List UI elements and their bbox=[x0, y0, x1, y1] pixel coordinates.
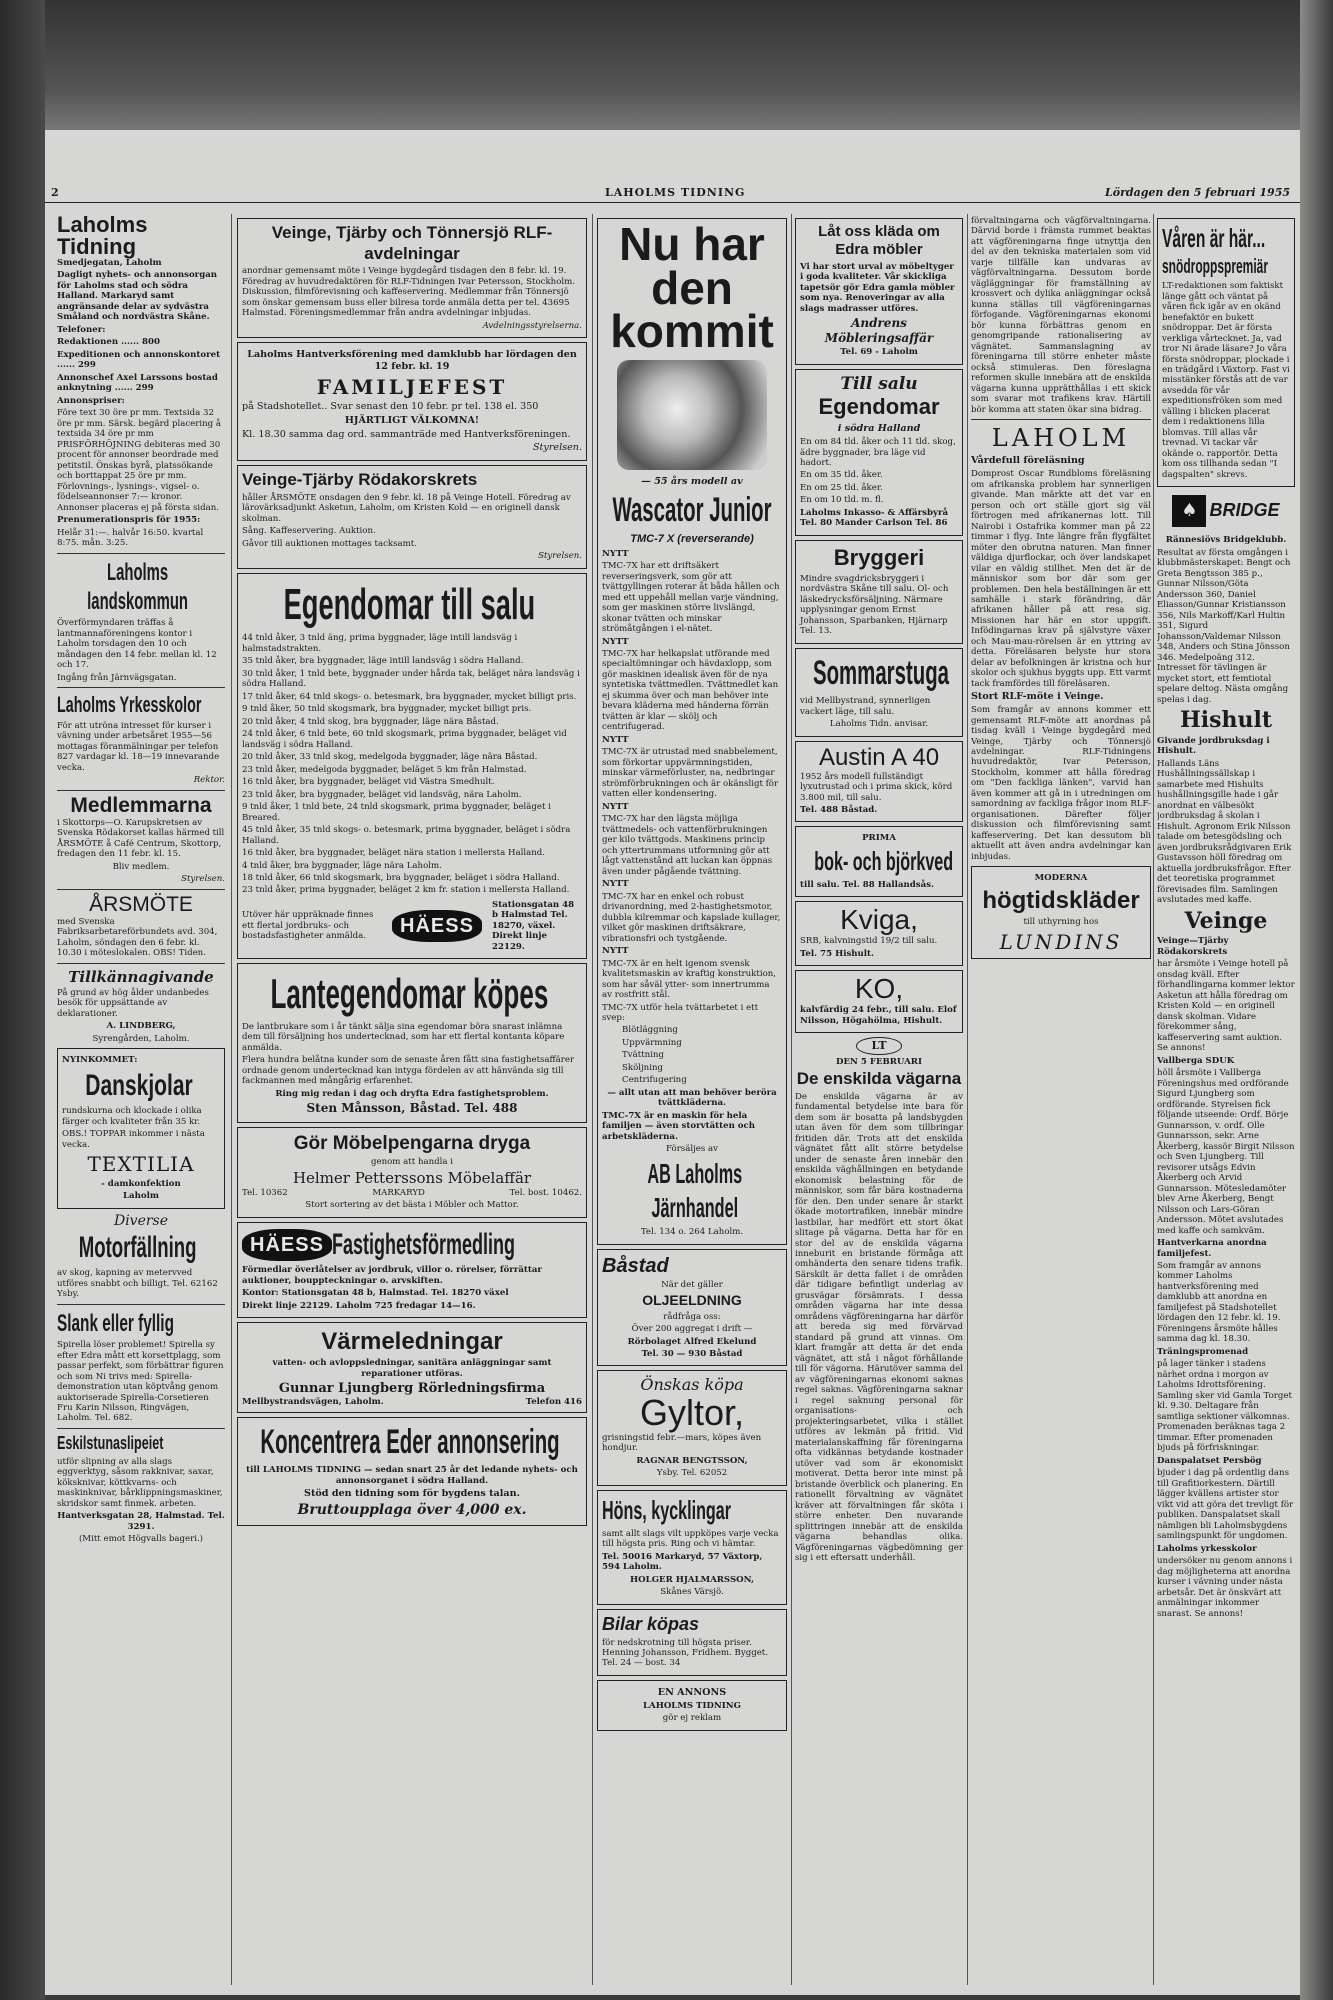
list-item: Uppvärmning bbox=[622, 1037, 682, 1048]
article-title-bridge: Rännesiövs Bridgeklubb. bbox=[1165, 535, 1287, 546]
list-item: 45 tnld åker, 35 tnld skogs- o. betesmark, prima byggnader, beläget i södra Halland. bbox=[242, 825, 571, 846]
list-item: En om 35 tld. åker. bbox=[800, 470, 883, 481]
ad-pre-prima: PRIMA bbox=[862, 833, 896, 844]
article-title-promenad: Träningspromenad bbox=[1157, 1346, 1249, 1357]
ad-varme bbox=[237, 1322, 587, 1413]
masthead-title: Laholms Tidning bbox=[57, 214, 148, 259]
ad-title-kommun: Laholms landskommun bbox=[87, 558, 189, 615]
ad-title-textilia: TEXTILIA bbox=[87, 1152, 195, 1177]
ad-pre-gyltor: Önskas köpa bbox=[640, 1375, 744, 1395]
ad-textilia bbox=[57, 1048, 225, 1208]
ad-title-hogtidsklader: högtidskläder bbox=[982, 886, 1140, 914]
ad-contacts-varme bbox=[242, 1397, 582, 1407]
ad-text-toppar: OBS.! TOPPAR inkommer i nästa vecka. bbox=[62, 1129, 205, 1150]
ad-tel-varme: Telefon 416 bbox=[525, 1397, 582, 1408]
bridge-title: BRIDGE bbox=[1209, 500, 1280, 521]
masthead-address: Smedjegatan, Laholm bbox=[57, 258, 162, 268]
ad-name-lundins: LUNDINS bbox=[999, 929, 1123, 954]
ad-text-gyltor: grisningstid febr.—mars, köpes även hondjur. bbox=[602, 1433, 762, 1454]
ad-text-rodakors2: Sång. Kaffeservering. Auktion. bbox=[242, 526, 376, 537]
ad-title-tillkannagivande: Tillkännagivande bbox=[68, 967, 214, 986]
ad-text-bastad5: Rörbolaget Alfred Ekelund bbox=[627, 1336, 757, 1347]
article-text-sduk: höll årsmöte i Vallberga Föreningshus med ordförande Sigurd Ljungberg som ordförande. Styrelsen fick följande utseende: Ordf. Börje Gunnarsson, v. ordf. Olle Gunnarsson, sekr. Arne Åkerberg, kassör Birgit Nilsson och Sven Ljungberg. Till revisorer utsågs Edvin Åkerberg och Arvid Gunnarsson. Mötesledamöter blev Arne Åkerberg, Bengt Nilsson och Lars-Göran Andersson. Mötet avslutades med kaffe och samkväm. bbox=[1157, 1068, 1295, 1236]
article-title-varen: Våren är här... bbox=[1162, 223, 1266, 253]
ad-title-egendomar-salu: Egendomar bbox=[818, 394, 940, 420]
ad-hela: TMC-7X är en maskin för hela familjen — även storvtätten och arbetskläderna. bbox=[602, 1110, 756, 1142]
article-title-forelasning: Vårdefull föreläsning bbox=[971, 455, 1085, 467]
ad-sig-kommun: Ingång från Järnvägsgatan. bbox=[57, 672, 177, 683]
ad-title-bastad: Båstad bbox=[602, 1254, 669, 1277]
lt-vignette bbox=[795, 1037, 963, 1067]
ad-title-ko: KO, bbox=[854, 973, 904, 1005]
ad-steps-end: — allt utan att man behöver beröra tvättkläderna. bbox=[607, 1087, 777, 1109]
ad-title-familjefest: FAMILJEFEST bbox=[316, 374, 508, 399]
ad-text-motorfallning: av skog, kapning av metervved utföres snabbt och billigt. Tel. 62162 Ysby. bbox=[57, 1268, 218, 1300]
ad-rlf bbox=[237, 218, 587, 338]
issue-date: Lördagen den 5 februari 1955 bbox=[1105, 186, 1290, 199]
list-item: Centrifugering bbox=[622, 1075, 687, 1086]
ad-sommarstuga bbox=[795, 648, 963, 737]
ad-text-arsmote: med Svenska Fabriksarbetareförbundets avd. 304, Laholm, söndagen den 6 febr. kl. 10.30 i möteslokalen. OBS! Tiden. bbox=[57, 916, 218, 959]
ad-title-gyltor: Gyltor, bbox=[639, 1392, 745, 1433]
ad-text-medlem: i Skottorps—O. Karupskretsen av Svenska Rödakorset kallas härmed till ÅRSMÖTE å Café Centrum, Skottorp, fredagen den 11 febr. kl. 15. bbox=[57, 817, 225, 860]
subscription-text: Helår 31:—. halvår 16:50. kvartal 8:75. mån. 3:25. bbox=[57, 527, 204, 549]
list-item: Blötläggning bbox=[622, 1025, 678, 1036]
ad-title-kviga: Kviga, bbox=[840, 904, 918, 936]
list-item: 44 tnld åker, 3 tnld äng, prima byggnader, läge intill landsväg i halmstadstrakten. bbox=[242, 633, 518, 654]
ad-text-klada-om: Vi har stort urval av möbeltyger i goda kvaliteter. Vår skickliga tapetsör gör Edra gamla möbler som nya. Renoveringar av alla slags madrasser utföres. bbox=[800, 261, 955, 314]
ad-note-egendomar: Utöver här uppräknade finnes ett flertal jordbruks- och bostadsfastigheter anmälda. bbox=[242, 910, 374, 942]
ad-text-sommarstuga: vid Mellbystrand, synnerligen vackert läge, till salu. bbox=[800, 696, 931, 717]
ad-title-egendomar: Egendomar till salu bbox=[283, 579, 536, 629]
card-suit-icon: ♠ bbox=[1172, 495, 1206, 527]
haess-contact: Stationsgatan 48 b Halmstad Tel. 18270, växel. Direkt linje 22129. bbox=[492, 899, 575, 952]
list-item: TMC-7X har helkapslat utförande med specialtömningar och hävdaxlopp, som gör maskinen idealisk även för de nya syntetiska tvättmedlen. Tvättmedlet kan ej skumma över och man behöver inte bevara kläderna med händerna förrän tvätten är klar — skölj och centrifugerad. bbox=[602, 649, 779, 733]
ad-model: — 55 års modell av bbox=[641, 476, 743, 488]
divider bbox=[57, 790, 225, 791]
column-masthead bbox=[57, 214, 225, 1985]
ad-steps-intro: TMC-7X utför hela tvättarbetet i ett svep: bbox=[602, 1002, 759, 1023]
divider bbox=[57, 553, 225, 554]
paper-name: LAHOLMS TIDNING bbox=[605, 186, 746, 199]
ad-text-koncentrera3: Bruttoupplaga över 4,000 ex. bbox=[297, 1501, 527, 1518]
article-varen bbox=[1157, 218, 1295, 487]
ad-contacts-mobel bbox=[242, 1188, 582, 1198]
column-divider bbox=[967, 214, 968, 1985]
ad-text-ved: till salu. Tel. 88 Hallandsås. bbox=[800, 879, 935, 890]
ad-text-koncentrera: till LAHOLMS TIDNING — sedan snart 25 år det ledande nyhets- och annonsorganet i södra Halland. bbox=[246, 1465, 578, 1486]
ad-name-varme: Gunnar Ljungberg Rörledningsfirma bbox=[278, 1381, 546, 1397]
scan-background-right bbox=[1300, 0, 1333, 2000]
ad-text-varme: vatten- och avloppsledningar, sanitära anläggningar samt reparationer utföras. bbox=[272, 1358, 552, 1379]
ad-title-nuhar: Nu har den kommit bbox=[610, 218, 774, 358]
ad-sig-rodakors: Styrelsen. bbox=[538, 551, 582, 562]
ad-hons bbox=[597, 1490, 787, 1605]
section-title-veinge: Veinge bbox=[1184, 907, 1268, 934]
prices-text: Före text 30 öre pr mm. Textsida 32 öre pr mm. Särsk. begärd placering å textsida 34 öre pr mm PRISFÖRHÖJNING debiteras med 30 procent för annonser beordrade med petitstil. Önskas byrå, platssökande och borttappat 25 öre pr mm. Förlovnings-, lysnings-, vigsel- o. födelseannonser 7:— kronor. Annonser placeras ej på första sidan. bbox=[57, 408, 221, 513]
fastighet-title-row bbox=[242, 1227, 582, 1264]
ad-sig-gyltor2: Ysby. Tel. 62052 bbox=[656, 1468, 728, 1479]
ad-title-medlem: Medlemmarna bbox=[70, 793, 212, 817]
list-item: TMC-7X har ett driftsäkert reverseringsverk, som gör att tvättgyllingen roterar åt båda hållen och med ett uppehåll mellan varje vändning, som ger maskinen större livslängd, skonar tvätten och minskar strömåtgången i el-nätet. bbox=[602, 561, 780, 635]
list-item: En om 25 tld. åker. bbox=[800, 482, 883, 493]
haess-logo: HÄESS bbox=[242, 1229, 332, 1261]
ad-address-eskilstuna: Hantverksgatan 28, Halmstad. Tel. 3291. bbox=[57, 1511, 225, 1532]
article-text-yrkesskolor: undersöker nu genom annons i dag möjligheterna att anordna kurser i vävning under nästa arbetsår. Det är önskvärt att anmälningar inkommer snarast. Se annons! bbox=[1157, 1556, 1293, 1619]
divider bbox=[57, 889, 225, 890]
ad-title-austin: Austin A 40 bbox=[818, 743, 940, 771]
newspaper-page bbox=[45, 130, 1300, 1995]
ad-title-bilar: Bilar köpas bbox=[602, 1613, 700, 1634]
ad-name-andrens: Andrens Möbleringsaffär bbox=[824, 316, 934, 345]
list-item: 20 tnld åker, 33 tnld skog, medelgoda byggnader, läge nära Båstad. bbox=[242, 752, 538, 763]
divider bbox=[57, 1428, 225, 1429]
phone-ads: Annonschef Axel Larssons bostad anknytning ...... 299 bbox=[57, 372, 218, 394]
article-text-hantverkare: Som framgår av annons kommer Laholms hantverksförening med damklubb att anordna en familjefest på Stadshotellet lördagen den 12 febr. kl. 19. Föreningens årsmöte hålles samma dag kl. 18.30. bbox=[1157, 1261, 1281, 1345]
scan-background-left bbox=[0, 0, 45, 2000]
list-item: 9 tnld åker, 50 tnld skogsmark, bra byggnader, mycket billigt pris. bbox=[242, 704, 532, 715]
ad-town-textilia: Laholm bbox=[123, 1191, 159, 1202]
ad-address-fastighet: Kontor: Stationsgatan 48 b, Halmstad. Tel. 18270 växel bbox=[242, 1288, 509, 1299]
ad-sig-hons1: HOLGER HJALMARSSON, bbox=[630, 1574, 754, 1585]
article-title-vagar: De enskilda vägarna bbox=[796, 1069, 962, 1088]
ad-sig-hons2: Skånes Värsjö. bbox=[660, 1587, 724, 1598]
article-title-hantverkare: Hantverkarna anordna familjefest. bbox=[1157, 1238, 1267, 1259]
ad-text-hons: samt allt slags vilt uppköpes varje vecka till högsta pris. Ring och vi hämtar. bbox=[602, 1528, 779, 1550]
nytt-label: NYTT bbox=[602, 548, 629, 559]
article-text-bridge: Resultat av första omgången i klubbmästerskapet: Bengt och Greta Bengtsson 385 p., Gunnar Nilsson/Göta Andersson 360, Daniel Eliasson/Gunnar Kristiansson 356, Nils Markoff/Karl Hultin 351, Sigurd Johansson/Valdemar Nilsson 348, Anders och Stina Jönsson 346. Medelpoäng 312. Intresset för tävlingen är mycket stort, ett femtiotal spelare deltog. Nästa omgång spelas i dag. bbox=[1157, 547, 1291, 705]
ad-text-bilar: för nedskrotning till högsta priser. Henning Johansson, Fridhem. Bygget. Tel. 24 — bost. 34 bbox=[602, 1637, 768, 1669]
ad-en-annons bbox=[597, 1680, 787, 1731]
divider bbox=[971, 419, 1151, 420]
ad-bryggeri bbox=[795, 540, 963, 644]
phone-editorial: Redaktionen ...... 800 bbox=[57, 337, 160, 348]
ad-title-mobel: Gör Möbelpengarna dryga bbox=[293, 1132, 531, 1154]
ad-title-jarnhandel: AB Laholms Järnhandel bbox=[647, 1157, 743, 1223]
nytt-label: NYTT bbox=[602, 879, 629, 890]
ad-egendomar bbox=[237, 573, 587, 960]
ad-tel-mobel: Tel. 10362 bbox=[242, 1187, 288, 1198]
ad-text-koncentrera2: Stöd den tidning som för bygdens talan. bbox=[304, 1488, 520, 1500]
ad-text-bastad1: När det gäller bbox=[661, 1279, 723, 1290]
ad-koncentrera bbox=[237, 1417, 587, 1526]
ad-sig-syrengarden: Syrengården, Laholm. bbox=[92, 1033, 190, 1044]
ad-ko bbox=[795, 970, 963, 1033]
ad-sig-austin: Tel. 488 Båstad. bbox=[800, 805, 878, 815]
ad-text-slank: Spirella löser problemet! Spirella sy efter Edra mått ett korsettplagg, som passar perfekt, som förbättrar figuren och som Ni trivs med: Spirella-demonstration utan köptvång genom auktoriserade Spirella-Corsetieren Fru Karin Nilsson, Ringvägen, Laholm. Tel. 682. bbox=[57, 1340, 224, 1424]
ad-pre-diverse: Diverse bbox=[113, 1212, 169, 1229]
ad-text-rlf: anordnar gemensamt möte i Veinge bygdegård tisdagen den 8 febr. kl. 19. Föredrag av huvudredaktören för RLF-Tidningen Ivar Petersson, Stockholm. Diskussion, filmförevisning och kaffeservering. Medlemmar från Tönnersjö som önskar gemensam buss eller bilresa torde anmäla detta per tel. 43695 Halmstad. Föreningsmedlemmar från andra avdelningar inbjudas. bbox=[242, 266, 576, 319]
ad-title-fastighet: Fastighetsförmedling bbox=[331, 1227, 515, 1261]
ad-title-ved: bok- och björkved bbox=[814, 845, 954, 876]
list-item: 9 tnld åker, 1 tnld bete, 24 tnld skogsmark, prima byggnader, beläget i Breared. bbox=[242, 802, 551, 823]
article-text-promenad: på lager tänker i stadens närhet ordna i morgon av Laholms Idrottsförening. Samling sker vid Gamla Torget kl. 9.30. Deltagare från samtliga sektioner välkomnas. Promenaden beräknas taga 2 timmar. Efter promenaden bjuds på förfriskningar. bbox=[1157, 1359, 1292, 1454]
article-text-varen: LT-redaktionen som faktiskt länge gått och väntat på våren fick igår av en okänd benefaktör en bukett snödroppar. Det är första verkliga vårtecknet. Ja, vad tror Ni ärade läsare? Jo våra första snödroppar, plockade i en trädgård i Växtorp. Fast vi misstänker förstås att de var avsedda för vår expeditionsfröken som med välling i blicken placerat dem i redaktionens lilla blomvas. Till allas vår trevnad. Vi tackar vår okände o. rapportör. Detta kom oss tillhanda sedan "I dagspalten" skrevs. bbox=[1162, 281, 1290, 480]
ad-pre-till-salu: Till salu bbox=[840, 373, 918, 394]
list-item: 18 tnld åker, 66 tnld skogsmark, bra byggnader, beläget i södra Halland. bbox=[242, 872, 560, 883]
ad-wascator bbox=[597, 218, 787, 1245]
ad-welcome-familjefest: HJÄRTLIGT VÄLKOMNA! bbox=[344, 414, 480, 426]
article-title-rlf: Stort RLF-möte i Veinge. bbox=[971, 691, 1104, 703]
ad-title-yrkes: Laholms Yrkesskolor bbox=[57, 692, 202, 718]
ad-sig-medlem: Styrelsen. bbox=[181, 874, 225, 885]
article-title-yrkesskolor: Laholms yrkesskolor bbox=[1157, 1543, 1257, 1554]
ad-title-rlf: Veinge, Tjärby och Tönnersjö RLF-avdelningar bbox=[271, 223, 553, 263]
ad-title-wascator: Wascator Junior bbox=[612, 490, 772, 529]
ad-text-bastad3: rådfråga oss: bbox=[663, 1311, 721, 1322]
ad-text-bastad4: Över 200 aggregat i drift — bbox=[631, 1324, 753, 1335]
bridge-vignette bbox=[1157, 495, 1295, 527]
article-text-rlf: Som framgår av annons kommer ett gemensamt RLF-möte att anordnas på tisdag kväll i Veinge bygdegård med Veinge, Tjärby och Tönnersjö avdelningar. RLF-Tidningens huvudredaktör, Ivar Petersson, Stockholm, kommer att hålla föredrag om "Den fackliga länken", varvid han även kommer att gå in i utredningen om samordning av fackliga frågor inom RLF-organisationen. Därefter följer diskussion och filmförevisning samt kaffeservering. Det kan dessutom bli aktuellt att även andra avdelningar kan inbjudas. bbox=[971, 705, 1151, 862]
ad-gyltor bbox=[597, 1370, 787, 1485]
list-item: Tvättning bbox=[622, 1050, 664, 1061]
ad-text-rodakors3: Gåvor till auktionen mottages tacksamt. bbox=[242, 538, 417, 549]
ad-sig-gyltor1: RAGNAR BENGTSSON, bbox=[636, 1455, 748, 1466]
list-item: 35 tnld åker, bra byggnader, läge intill landsväg i södra Halland. bbox=[242, 656, 524, 667]
lt-logo: LT bbox=[856, 1037, 901, 1054]
divider bbox=[57, 1304, 225, 1305]
article-title-veinge: Veinge—Tjärby Rödakorskrets bbox=[1157, 936, 1229, 957]
column-divider bbox=[592, 214, 593, 1985]
list-item: TMC-7X är en helt igenom svensk kvalitetsmaskin av kraftig konstruktion, som har såväl ytter- som innertrumma av rostfritt stål. bbox=[602, 958, 777, 1001]
page-header bbox=[45, 186, 1300, 203]
ad-sub-egendomar-salu: i södra Halland bbox=[837, 423, 921, 435]
prices-heading: Annonspriser: bbox=[57, 395, 125, 406]
page-number: 2 bbox=[51, 186, 59, 199]
ad-text-bastad6: Tel. 30 — 930 Båstad bbox=[641, 1349, 743, 1359]
article-text-veinge: har årsmöte i Veinge hotell på onsdag kväll. Efter förhandlingarna kommer lektor Asketun att hålla föredrag om Kristen Kold — en originell dansk skolman. Vidare förekommer sång, kaffeservering samt auktion. Se annons! bbox=[1157, 959, 1295, 1054]
article-text-dans: bjuder i dag på ordentlig dans till Grafitiorkestern. Därtill lägger kvällens artister stor vikt vid att göra det trevligt för publiken. Danspalatset skall nämligen bli Laholmsbygdens samlingspunkt för ungdomen. bbox=[1157, 1468, 1294, 1542]
ad-text-tillkannagivande: På grund av hög ålder undanbedes besök för uppsättande av deklarationer. bbox=[57, 987, 209, 1019]
ad-sig-inkasso: Laholms Inkasso- & Affärsbyrå Tel. 80 Mander Carlson Tel. 86 bbox=[800, 507, 949, 529]
ad-text-familjefest: på Stadshotellet.. Svar senast den 10 febr. pr tel. 138 el. 350 bbox=[242, 401, 539, 413]
column-divider bbox=[791, 214, 792, 1985]
list-item: 17 tnld åker, 64 tnld skogs- o. betesmark, bra byggnader, mycket billigt pris. bbox=[242, 691, 577, 702]
list-item: 4 tnld åker, bra byggnader, läge nära Laholm. bbox=[242, 860, 442, 871]
ad-name-mobel: Helmer Petterssons Möbelaffär bbox=[292, 1169, 532, 1188]
ad-note-familjefest: Kl. 18.30 samma dag ord. sammanträde med Hantverksföreningen. bbox=[242, 428, 571, 440]
ad-sub-textilia: - damkonfektion bbox=[101, 1178, 181, 1189]
list-item: En om 10 tld. m. fl. bbox=[800, 495, 884, 506]
ad-title-rodakors: Veinge-Tjärby Rödakorskrets bbox=[242, 469, 478, 489]
ad-text-kviga: SRB, kalvningstid 19/2 till salu. bbox=[800, 936, 938, 947]
ad-sig-yrkes: Rektor. bbox=[193, 775, 225, 786]
ad-hours-fastighet: Direkt linje 22129. Laholm 725 fredagar 14—16. bbox=[242, 1300, 476, 1311]
list-item: TMC-7X har en enkel och robust drivanordning, med 2-hastighetsmotor, dubbla kilremmar och kapslade kullager, vilket gör maskinen driftsäkrare, vibrationsfri och tystgående. bbox=[602, 891, 781, 944]
ad-sig-kviga: Tel. 75 Hishult. bbox=[800, 948, 875, 959]
list-item: 20 tnld åker, 4 tnld skog, bra byggnader, läge nära Båstad. bbox=[242, 716, 499, 727]
ad-text-mobel2: Stort sortering av det bästa i Möbler och Mattor. bbox=[305, 1200, 519, 1211]
article-title-dans: Danspalatset Persbög bbox=[1157, 1455, 1262, 1466]
ad-text-lantegendomar: De lantbrukare som i år tänkt sälja sina egendomar böra snarast inlämna dem till försäljning hos undertecknad, som har ett flertal kontanta köpare anmälda. bbox=[242, 1021, 565, 1053]
ad-title-lantegendomar: Lantegendomar köpes bbox=[270, 970, 549, 1018]
ad-tel2-mobel: Tel. bost. 10462. bbox=[509, 1187, 582, 1198]
ad-intro-familjefest: Laholms Hantverksförening med damklubb har lördagen den 12 febr. kl. 19 bbox=[247, 349, 577, 373]
ad-text-en-annons: gör ej reklam bbox=[662, 1713, 722, 1724]
nytt-label: NYTT bbox=[602, 636, 629, 647]
scan-background-top bbox=[0, 0, 1333, 130]
ad-rodakors bbox=[237, 465, 587, 569]
ad-text-austin: 1952 års modell fullständigt lyxutrustad och i prima skick, körd 3.800 mil, till salu. bbox=[800, 771, 953, 803]
ad-sig-lantegendomar: Sten Månsson, Båstad. Tel. 488 bbox=[306, 1101, 518, 1115]
column-divider bbox=[1153, 214, 1154, 1985]
column-local bbox=[1157, 214, 1295, 1985]
ad-pre-moderna: MODERNA bbox=[1034, 873, 1088, 884]
list-item: 16 tnld åker, bra byggnader, beläget vid Västra Smedhult. bbox=[242, 777, 495, 788]
ad-text-bryggeri: Mindre svagdricksbryggeri i nordvästra Skåne till salu. Ol- och läskedrycksförsäljning. Närmare upplysningar genom Ernst Johansson, Sparbanken, Hjärnarp Tel. 13. bbox=[800, 573, 949, 637]
column-ads-a bbox=[237, 214, 587, 1985]
ad-bilar bbox=[597, 1609, 787, 1676]
ad-sig-sommarstuga: Laholms Tidn. anvisar. bbox=[829, 719, 929, 730]
ad-title-arsmote: ÅRSMÖTE bbox=[89, 892, 193, 916]
ad-sig-rlf: Avdelningsstyrelserna. bbox=[482, 320, 582, 331]
column-divider bbox=[231, 214, 232, 1985]
haess-logo: HÄESS bbox=[392, 910, 482, 942]
haess-row bbox=[242, 898, 582, 954]
ad-lantegendomar bbox=[237, 963, 587, 1122]
list-item: 16 tnld åker, bra byggnader, beläget nära station i mellersta Halland. bbox=[242, 848, 545, 859]
article-text-vagar: De enskilda vägarna är av fundamental betydelse inte bara för dem som är bosatta på landsbygden utan även för dem som tillbringar fritiden där. Trots att det enskilda vägnätet fått allt större betydelse under de senaste åren innebär den enskilda väghållningen en betydande ekonomisk belastning för de människor, som får bära kostnaderna för den. Den under senare år starkt ökade motortrafiken, innebär mindre lastbilar, har medfört ett stort ökat slitage på vägarna. Detta har för en stor del av de enskilda vägarna inneburit en bristande förmåga att omhänderta den senare tidens trafik. Särskilt är detta fallet i de områden där tidigare befintligt underlag av grusvägar försämrats. I dessa områden vägarna har inte dessa områdens vägföreningarna har därför att bereda sig med förvärvad standard på grund att vinnas. Om klart framgår att detta är det enda vägnätet, att stå i något förhållande till för vägorna. Härutöver samma del av vägföreningarnas ekonomi saknas regel saknas. Vägföreningarna saknar i regel saknung personal för organisations- och projekteringsarbetet, vilka i stället utföres av lekmän på fritid. Vid materialanskaffning får föreningarna ofta vidkännas betydande kostnader utöver vad som är ekonomiskt motiverat. Detta beror inte minst på bristande överblick och planering. En rationellt förvaltning av vägnätet kräver att förvaltningen får sköta i större enheter. Den nuvarande splittringen innebär att de enskilda vägarna behandlas olika. Vägföreningarnas vägbedömning ger sig i ett eftersatt underhåll. bbox=[795, 1091, 963, 1564]
list-item: 23 tnld åker, bra byggnader, beläget vid landsväg, nära Laholm. bbox=[242, 789, 522, 800]
ad-text-fastighet: Förmedlar överlåtelser av jordbruk, villor o. rörelser, förrättar auktioner, bouppteckningar o. arvskiften. bbox=[242, 1265, 542, 1286]
ad-text-medlem2: Bliv medlem. bbox=[112, 861, 170, 872]
list-item: 23 tnld åker, medelgoda byggnader, beläget 5 km från Halmstad. bbox=[242, 764, 527, 775]
ad-salj: Försäljes av bbox=[666, 1144, 718, 1155]
ad-title-eskilstuna: Eskilstunaslipeiet bbox=[57, 1432, 164, 1453]
nytt-label: NYTT bbox=[602, 734, 629, 745]
ad-title-koncentrera: Koncentrera Eder annonsering bbox=[260, 1422, 560, 1461]
ad-lundins bbox=[971, 866, 1151, 959]
section-title-laholm: LAHOLM bbox=[991, 424, 1131, 453]
ad-egendomar-salu bbox=[795, 369, 963, 536]
ad-title-motorfallning: Motorfällning bbox=[78, 1230, 197, 1264]
ad-title-danskjolar: Danskjolar bbox=[85, 1068, 193, 1102]
ad-note-eskilstuna: (Mitt emot Högvalls bageri.) bbox=[78, 1534, 204, 1545]
washing-machine-image bbox=[617, 360, 767, 470]
masthead-intro: Dagligt nyhets- och annonsorgan för Laholms stad och södra Halland. Markaryd samt angränsande delar av sydvästra Småland och nordvästra Skåne. bbox=[57, 270, 218, 323]
ad-title-klada-om: Låt oss kläda om Edra möbler bbox=[818, 223, 940, 259]
ad-tel-andrens: Tel. 69 - Laholm bbox=[840, 347, 918, 358]
ad-tel-hons: Tel. 50016 Markaryd, 57 Växtorp, 594 Laholm. bbox=[602, 1551, 763, 1573]
article-title-sduk: Vallberga SDUK bbox=[1157, 1055, 1235, 1066]
column-ads-c bbox=[795, 214, 963, 1985]
ad-place-mobel: MARKARYD bbox=[372, 1187, 425, 1198]
ad-kviga bbox=[795, 901, 963, 966]
list-item: 23 tnld åker, prima byggnader, beläget 2 km fr. station i mellersta Halland. bbox=[242, 885, 570, 896]
ad-text-ko: kalvfärdig 24 febr., till salu. Elof Nilsson, Högahölma, Hishult. bbox=[800, 1005, 957, 1026]
ad-sig-familjefest: Styrelsen. bbox=[532, 442, 582, 454]
list-item: En om 84 tld. åker och 11 tld. skog, ädre byggnader, bra läge vid hadort. bbox=[800, 437, 956, 468]
ad-text-danskjolar: rundskurna och klockade i olika färger och kvaliteter från 35 kr. bbox=[62, 1106, 202, 1127]
column-ads-b bbox=[597, 214, 787, 1985]
ad-pre-nyinkommet: NYINKOMMET: bbox=[62, 1055, 138, 1066]
ad-text-yrkes: För att utröna intresset för kurser i vävning under arbetsåret 1955—56 mottagas föranmälningar per telefon 827 vardagar kl. 18—19 innevarande vecka. bbox=[57, 720, 220, 773]
ad-text-eskilstuna: utför slipning av alla slags eggverktyg, såsom rakknivar, saxar, köksknivar, köttkvarns- och maskinknivar, bårklippningsmaskiner, skridskor samt finmek. arbeten. bbox=[57, 1456, 223, 1509]
list-item: TMC-7X har den lägsta möjliga tvättmedels- och vattenförbrukningen ger kilo tvättgods. Maskinens princip och yttertrummans utformning gör att lågt vattenstånd att luckan kan öppnas även under pågående tvättning. bbox=[602, 814, 773, 877]
article-text-forelasning: Domprost Oscar Rundbloms föreläsning om afrikanska problem har synnerligen givande. Man märkte att det var en person och ort ställe gjort sig väl förtrogen med afrikanernas lott. Till Nairobi i Ostafrika kommer man på 22 timmar i flyg. Inte längre från flygfältet möter den obrutna naturen. Man finner väldiga djurflockar, och över landskapet vilar en väldig stillhet. Men det är de människor som bor där som ger problemen. Den hela beställningen är ett samhälle i stark förändring, där afrikanen håller på att resa sig. Missionen har här en stor uppgift. Infödingarnas krav på självstyre växer och Mau-mau-rörelsen är en yttring av detta. Föreläsaren belyste hur stora delar av befolkningen är kristna och hur skolor och sjukhus byggts upp. Ett varmt tack framfördes till föreläsaren. bbox=[971, 469, 1151, 689]
lt-date: DEN 5 FEBRUARI bbox=[836, 1056, 922, 1067]
column-news bbox=[971, 214, 1151, 1985]
divider bbox=[57, 687, 225, 688]
ad-mobel bbox=[237, 1127, 587, 1218]
list-item: Sköljning bbox=[622, 1062, 664, 1073]
ad-title-en-annons: EN ANNONS bbox=[657, 1686, 727, 1698]
divider bbox=[57, 963, 225, 964]
ad-familjefest bbox=[237, 342, 587, 461]
article-text-hishult: Hallands Läns Hushållningssällskap i samarbete med Hishults hushållningsgille hade i går anordnat en välbesökt jordbruksdag å skolan i Hishult. Agronom Erik Nilsson talade om betesgödsling och även jordbruksrådgivaren Erik Gustavsson höll föredrag om aktuella jordbruksfrågor. Efter det teoretiska programmet förevisades film. Samlingen avslutades med kaffe. bbox=[1157, 758, 1292, 906]
nytt-label: NYTT bbox=[602, 946, 629, 957]
ad-name-en-annons: LAHOLMS TIDNING bbox=[642, 1700, 741, 1711]
article-title-hishult: Givande jordbruksdag i Hishult. bbox=[1157, 735, 1270, 757]
ad-text-mobel: genom att handla i bbox=[371, 1156, 453, 1167]
phones-heading: Telefoner: bbox=[57, 324, 106, 335]
list-item: TMC-7X är utrustad med snabbelement, som förkortar uppvärmningstiden, minskar värmeförluster, na, nedbringar strömförbrukningen och är okänsligt för vatten eller kondensering. bbox=[602, 747, 779, 800]
property-list bbox=[242, 633, 582, 896]
ad-title-sommarstuga: Sommarstuga bbox=[812, 653, 950, 692]
ad-text-bastad2: OLJEELDNING bbox=[642, 1292, 742, 1309]
ad-text-lundins: till uthyrning hos bbox=[1023, 917, 1099, 928]
ad-text-lantegendomar3: Ring mig redan i dag och dryfta Edra fastighetsproblem. bbox=[275, 1088, 549, 1099]
phone-office: Expeditionen och annonskontoret ...... 299 bbox=[57, 349, 221, 371]
list-item: 30 tnld åker, 1 tnld bete, byggnader under hårda tak, beläget nära landsväg i södra Halland. bbox=[242, 668, 580, 690]
ad-title-slank: Slank eller fyllig bbox=[57, 1309, 174, 1337]
nytt-label: NYTT bbox=[602, 801, 629, 812]
article-sub-varen: snödroppspremiär bbox=[1162, 255, 1269, 278]
ad-title-bryggeri: Bryggeri bbox=[833, 544, 925, 570]
subscription-heading: Prenumerationspris för 1955: bbox=[57, 515, 201, 526]
ad-austin bbox=[795, 741, 963, 823]
ad-tmc: TMC-7 X (reverserande) bbox=[630, 533, 754, 546]
list-item: 24 tnld åker, 6 tnld bete, 60 tnld skogsmark, prima byggnader, beläget vid landsväg i södra Halland. bbox=[242, 729, 567, 750]
ad-fastighet bbox=[237, 1222, 587, 1319]
ad-tel-jarnhandel: Tel. 134 o. 264 Laholm. bbox=[640, 1227, 744, 1238]
section-title-hishult: Hishult bbox=[1179, 707, 1273, 734]
ad-klada-om bbox=[795, 218, 963, 365]
ad-address-varme: Mellbystrandsvägen, Laholm. bbox=[242, 1397, 384, 1408]
ad-title-hons: Höns, kycklingar bbox=[602, 1494, 732, 1525]
ad-sig-lindberg: A. LINDBERG, bbox=[106, 1021, 176, 1032]
ad-title-varme: Värmeledningar bbox=[321, 1328, 503, 1356]
ad-bastad bbox=[597, 1249, 787, 1367]
article-text-vagar-cont: förvaltningarna och vägförvaltningarna. Därvid borde i främsta rummet beaktas att vägföreningarna finge utnyttja den del av den tekniska materialen som vid varje tillfälle kan undvaras av vägförvaltningarna. Dessutom borde vägläggningar för framställning av krossvert och dylika anläggningar också kunna ställas till vägföreningarnas förfogande. Vägföreningarnas ekonomi bör kunna förbättras genom en genomgripande rationalisering av vägnätet. Sammanslagning av föreningarna till större enheter måste också stimuleras. Den föreslagna reformen skulle innebära att de enskilda vägarna kunna upprätthållas i ett skick som svarar mot trafikens krav. Härtill bör komma att staten ökar sina bidrag. bbox=[971, 216, 1151, 415]
ad-ved bbox=[795, 826, 963, 897]
ad-text-rodakors: håller ÅRSMÖTE onsdagen den 9 febr. kl. 18 på Veinge Hotell. Föredrag av lärovärksadjunkt Asketun, Laholm, om Kristen Kold — en originell dansk skolman. bbox=[242, 492, 571, 524]
ad-text-kommun: Överförmyndaren träffas å lantmannaföreningens kontor i Laholm torsdagen den 10 och måndagen den 14 febr. mellan kl. 12 och 17. bbox=[57, 618, 217, 671]
ad-text-lantegendomar2: Flera hundra belåtna kunder som de senaste åren fått sina fastighetsaffärer ordnade genom undertecknad kan intyga fördelen av att hänvända sig till fackmannen med mångårig erfarenhet. bbox=[242, 1055, 575, 1087]
